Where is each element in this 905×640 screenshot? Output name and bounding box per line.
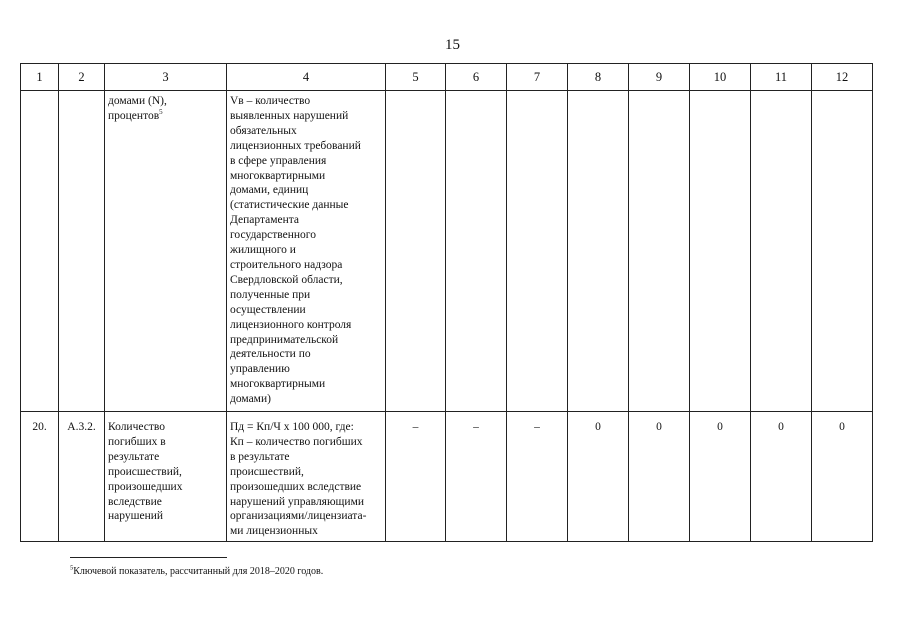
value: 0	[595, 421, 601, 433]
value: –	[534, 421, 540, 433]
value-cell	[507, 412, 568, 542]
formula-cell	[227, 91, 386, 412]
empty-cell	[690, 91, 751, 412]
header-cell: 10	[690, 64, 751, 91]
footnote-mark: 5	[70, 564, 74, 572]
empty-cell	[59, 91, 105, 412]
formula-continuation: Vв – количество выявленных нарушений обязательных лицензионных требований в сфере управления многоквартирными домами, единиц (статистические данные Департамента государственного жилищного и строительного надзора Свердловской области, полученные при осуществлении лицензионного контроля предпринимательской деятельности по управлению многоквартирными домами)	[230, 95, 361, 406]
value-cell	[629, 412, 690, 542]
row-code: А.3.2.	[67, 421, 96, 433]
value: 0	[656, 421, 662, 433]
header-cell: 2	[59, 64, 105, 91]
header-cell: 9	[629, 64, 690, 91]
value-cell	[386, 412, 446, 542]
empty-cell	[507, 91, 568, 412]
empty-cell	[812, 91, 873, 412]
empty-cell	[446, 91, 507, 412]
value-cell	[446, 412, 507, 542]
value: –	[412, 421, 419, 433]
table-row-20	[21, 412, 873, 542]
header-cell: 4	[227, 64, 386, 91]
footnote-text: Ключевой показатель, рассчитанный для 2018–2020 годов.	[73, 566, 324, 577]
value: 0	[717, 421, 723, 433]
indicator-name-cell	[105, 91, 227, 412]
footnote-divider	[70, 557, 227, 558]
footnote-ref: 5	[159, 108, 163, 117]
indicator-name-cell	[105, 412, 227, 542]
header-cell: 12	[812, 64, 873, 91]
header-cell: 5	[386, 64, 446, 91]
header-cell: 7	[507, 64, 568, 91]
footnote	[70, 566, 323, 577]
value-cell	[751, 412, 812, 542]
row-number: 20.	[32, 421, 47, 433]
empty-cell	[21, 91, 59, 412]
value-cell	[812, 412, 873, 542]
header-cell: 8	[568, 64, 629, 91]
row-code-cell	[59, 412, 105, 542]
formula-text: Пд = Кп/Ч х 100 000, где: Кп – количество погибших в результате происшествий, произошедших вследствие нарушений управляющими организациями/лицензиата- ми лицензионных	[230, 421, 367, 538]
header-cell: 11	[751, 64, 812, 91]
indicators-table	[20, 63, 873, 542]
value-cell	[568, 412, 629, 542]
page-number: 15	[445, 37, 460, 53]
header-cell: 1	[21, 64, 59, 91]
indicator-name-continuation: домами (N), процентов	[108, 95, 167, 122]
header-cell: 3	[105, 64, 227, 91]
value: –	[473, 421, 479, 433]
empty-cell	[751, 91, 812, 412]
value-cell	[690, 412, 751, 542]
row-number-cell	[21, 412, 59, 542]
formula-cell	[227, 412, 386, 542]
empty-cell	[568, 91, 629, 412]
empty-cell	[386, 91, 446, 412]
value: 0	[839, 421, 845, 433]
header-cell: 6	[446, 64, 507, 91]
indicator-name: Количество погибших в результате происшествий, произошедших вследствие нарушений	[108, 421, 183, 523]
table-row-continuation	[21, 91, 873, 412]
header-row	[21, 64, 873, 91]
value: 0	[778, 421, 784, 433]
empty-cell	[629, 91, 690, 412]
